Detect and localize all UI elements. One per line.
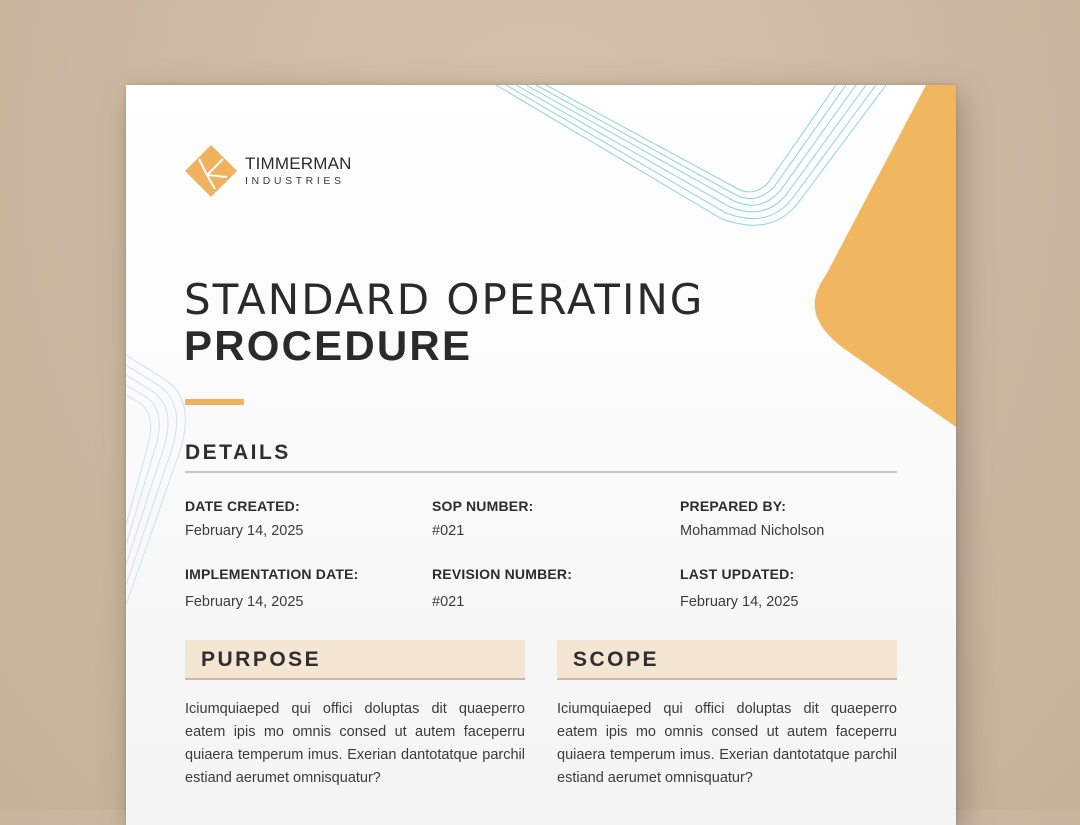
field-value: February 14, 2025 <box>185 523 304 539</box>
orange-corner-shape <box>815 85 956 427</box>
field-implementation-date <box>185 566 359 610</box>
field-label: LAST UPDATED: <box>680 566 795 582</box>
field-value: Mohammad Nicholson <box>680 523 825 539</box>
field-value: February 14, 2025 <box>680 594 799 610</box>
field-date-created <box>185 498 304 539</box>
field-value: #021 <box>432 523 465 539</box>
field-label: IMPLEMENTATION DATE: <box>185 566 359 582</box>
title-line-1: STANDARD OPERATING <box>184 275 705 324</box>
purpose-text: Iciumquiaeped qui offici doluptas dit quaeperro eatem ipis mo omnis consed ut autem faceperru quiaera temperum imus. Exerian dantotatque parchil estiand aerumet omnisquatur? <box>185 701 525 786</box>
field-label: DATE CREATED: <box>185 498 300 514</box>
field-label: REVISION NUMBER: <box>432 566 573 582</box>
title-line-2: PROCEDURE <box>184 322 473 369</box>
scope-header <box>557 640 897 680</box>
field-label: PREPARED BY: <box>680 498 787 514</box>
field-value: February 14, 2025 <box>185 594 304 610</box>
field-revision-number <box>432 566 572 610</box>
brand-name: TIMMERMAN <box>245 154 352 173</box>
scope-heading: SCOPE <box>573 648 660 671</box>
field-last-updated <box>680 566 799 610</box>
details-divider <box>185 471 897 473</box>
diamond-logo-icon <box>185 145 237 197</box>
field-label: SOP NUMBER: <box>432 498 534 514</box>
document-page <box>126 85 956 825</box>
field-value: #021 <box>432 594 465 610</box>
purpose-heading: PURPOSE <box>201 648 322 671</box>
brand-logo <box>185 145 352 197</box>
field-sop-number <box>432 498 534 539</box>
brand-subtitle: INDUSTRIES <box>245 175 345 187</box>
scope-text: Iciumquiaeped qui offici doluptas dit quaeperro eatem ipis mo omnis consed ut autem faceperru quiaera temperum imus. Exerian dantotatque parchil estiand aerumet omnisquatur? <box>557 701 897 786</box>
purpose-header <box>185 640 525 680</box>
accent-bar <box>185 399 244 405</box>
field-prepared-by <box>680 498 824 539</box>
details-heading: DETAILS <box>185 441 291 464</box>
